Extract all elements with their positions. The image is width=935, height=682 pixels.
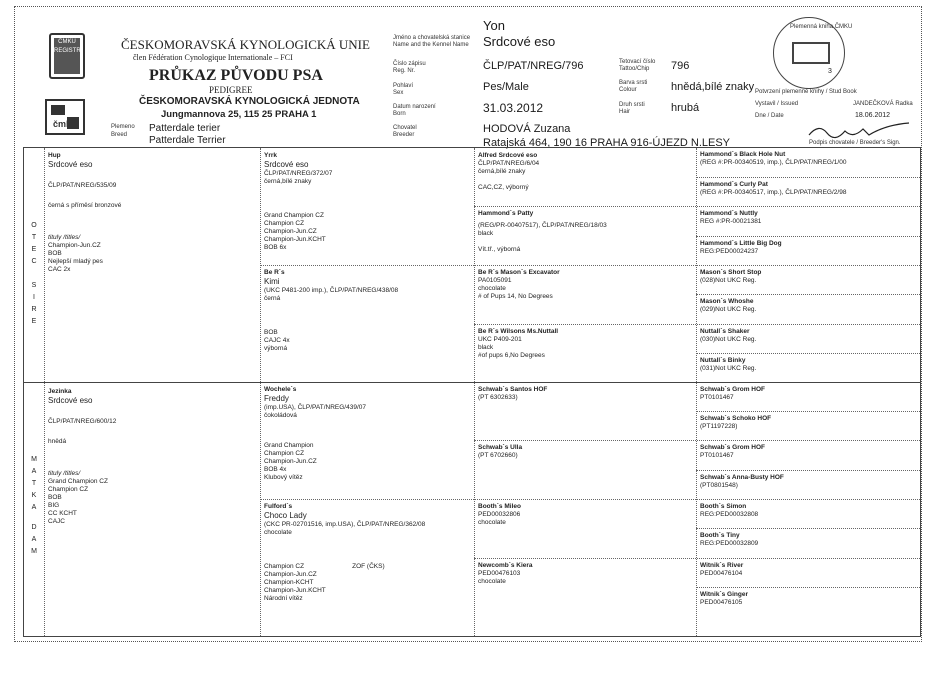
gen4-entry-9: Schwab´s Grom HOF PT0101467: [700, 386, 766, 401]
gen4-entry-6: Mason´s Whoshe (029)Not UKC Reg.: [700, 298, 757, 313]
hair-label: Druh srsti: [619, 102, 645, 108]
pedigree-table: [23, 147, 921, 637]
issued-value: JANDEČKOVÁ Radka: [853, 101, 913, 107]
sire-label: S I R E: [31, 282, 37, 325]
reg-label: Číslo zápisu: [393, 61, 426, 67]
gen3-entry-2: Hammond´s Patty (REG/PR-00407517), ČLP/PAT/NREG/18/03 black Vít.tř., výborná: [478, 210, 607, 253]
breeder-label-en: Breeder: [393, 132, 415, 138]
colour-value: hnědá,bílé znaky: [671, 81, 755, 93]
logo-cmku-text: čmk: [53, 119, 72, 129]
stamp-num: 3: [828, 68, 832, 75]
gen4-entry-10: Schwab´s Schoko HOF (PT1197228): [700, 415, 772, 430]
club-name: ČESKOMORAVSKÁ KYNOLOGICKÁ JEDNOTA: [139, 96, 360, 107]
breeder-name: HODOVÁ Zuzana: [483, 123, 571, 135]
gen4-entry-13: Booth´s Simon REG:PED00032808: [700, 503, 759, 518]
dam-entry: Jezinka Srdcové eso ČLP/PAT/NREG/600/12 hnědá tituly /titles/ Grand Champion CZ Champion CZ BOB BIG CC KCHT CAJC: [48, 388, 117, 525]
hair-value: hrubá: [671, 102, 700, 114]
colour-label: Barva srsti: [619, 80, 648, 86]
org-member: člen Fédération Cynologique Internationale – FCI: [133, 53, 293, 62]
issued-label: Vystavil / Issued: [755, 101, 799, 107]
cmku-registr-logo: [49, 33, 85, 79]
dog-kennel: Srdcové eso: [483, 34, 556, 49]
dam-label: D A M: [31, 524, 37, 555]
doc-title: PRŮKAZ PŮVODU PSA: [149, 67, 323, 84]
breeder-sign-label: Podpis chovatele / Breeder's Sign.: [809, 140, 901, 146]
gen3-entry-6: Schwab´s Ulla (PT 6702660): [478, 444, 523, 459]
gen3-entry-1: Alfred Srdcové eso ČLP/PAT/NREG/6/04 černá,bílé znaky CAC,CZ, výborný: [478, 152, 540, 191]
colour-label-en: Colour: [619, 87, 637, 93]
breed-en: Patterdale Terrier: [149, 135, 226, 146]
breed-label: Plemeno: [111, 124, 135, 130]
gen4-entry-16: Witnik´s Ginger PED00476105: [700, 591, 748, 606]
stamp-text: Plemenná kniha ČMKU: [790, 24, 853, 30]
logo-mid-text: REGISTR: [54, 48, 81, 54]
cmku-emblem-icon: [45, 99, 85, 135]
gen4-entry-3: Hammond´s Nuttly REG #:PR-00021381: [700, 210, 762, 225]
sex-label-en: Sex: [393, 90, 404, 96]
gen4-entry-2: Hammond´s Curly Pat (REG #:PR-00340517, imp.), ČLP/PAT/NREG/2/98: [700, 181, 847, 196]
doc-subtitle: PEDIGREE: [209, 85, 253, 95]
sire-sire-entry: Yrrk Srdcové eso ČLP/PAT/NREG/372/07 černá,bílé znaky Grand Champion CZ Champion CZ Champion-Jun.CZ Champion-Jun.KCHT BOB 6x: [264, 152, 333, 251]
dam-dam-entry: Fulford´s Choco Lady (CKC PR-02701516, imp.USA), ČLP/PAT/NREG/362/08 chocolate Champion CZ ZOF (ČKS) Champion-Jun.CZ Champion-KCHT Champion-Jun.KCHT Národní vítěz: [264, 503, 426, 602]
born-label-en: Born: [393, 111, 406, 117]
gen4-entry-8: Nuttall´s Binky (031)Not UKC Reg.: [700, 357, 757, 372]
gen4-entry-11: Schwab´s Grom HOF PT0101467: [700, 444, 766, 459]
dam-sire-entry: Wochele´s Freddy (imp.USA), ČLP/PAT/NREG/439/07 čokoládová Grand Champion Champion CZ Champion-Jun.CZ BOB 4x Klubový vítěz: [264, 386, 366, 481]
studbook-label: Potvrzení plemenné knihy / Stud Book: [755, 89, 857, 95]
matka-label: M A T K A: [31, 456, 37, 511]
breed-label-en: Breed: [111, 132, 128, 138]
born-value: 31.03.2012: [483, 101, 544, 115]
reg-label-en: Reg. Nr.: [393, 68, 416, 74]
org-name: ČESKOMORAVSKÁ KYNOLOGICKÁ UNIE: [121, 37, 370, 52]
otec-label: O T E C: [31, 222, 37, 265]
gen3-entry-5: Schwab´s Santos HOF (PT 6302633): [478, 386, 548, 401]
breeder-address: Ratajská 464, 190 16 PRAHA 916-ÚJEZD N.LESY: [483, 137, 731, 149]
breeder-label: Chovatel: [393, 125, 417, 131]
breed-cz: Patterdale terier: [149, 123, 221, 134]
pedigree-sheet: [14, 6, 922, 642]
sex-label: Pohlaví: [393, 83, 414, 89]
born-label: Datum narození: [393, 104, 436, 110]
tattoo-label-en: Tattoo/Chip: [619, 66, 650, 72]
club-address: Jungmannova 25, 115 25 PRAHA 1: [161, 109, 317, 120]
gen3-entry-4: Be R´s Wilsons Ms.Nuttall UKC P409-201 black #of pups 6,No Degrees: [478, 328, 559, 359]
date-value: 18.06.2012: [855, 112, 891, 119]
gen4-entry-12: Schwab´s Anna-Busty HOF (PT0801548): [700, 474, 784, 489]
gen4-entry-15: Witnik´s River PED00476104: [700, 562, 744, 577]
logo-top-text: ČMKU: [58, 39, 76, 45]
gen4-entry-4: Hammond´s Little Big Dog REG:PED00024237: [700, 240, 782, 255]
date-label: Dne / Date: [755, 113, 784, 119]
reg-value: ČLP/PAT/NREG/796: [483, 60, 584, 72]
sex-value: Pes/Male: [483, 81, 529, 93]
studbook-stamp-icon: [773, 17, 853, 89]
tattoo-value: 796: [671, 60, 690, 72]
gen4-entry-14: Booth´s Tiny REG:PED00032809: [700, 532, 759, 547]
tattoo-label: Tetovací číslo: [619, 59, 656, 65]
name-label-en: Name and the Kennel Name: [393, 42, 469, 48]
hair-label-en: Hair: [619, 109, 631, 115]
stamp-logo-icon: [792, 42, 830, 64]
gen4-entry-7: Nuttall´s Shaker (030)Not UKC Reg.: [700, 328, 757, 343]
name-label: Jméno a chovatelská stanice: [393, 35, 471, 41]
sire-entry: Hup Srdcové eso ČLP/PAT/NREG/535/09 černá s příměsí bronzové tituly /titles/ Champion-Jun.CZ BOB Nejlepší mladý pes CAC 2x: [48, 152, 122, 273]
sire-dam-entry: Be R´s Kimi (UKC P481-200 imp.), ČLP/PAT/NREG/438/08 černá BOB CAJC 4x výborná: [264, 269, 399, 352]
gen4-entry-5: Mason´s Short Stop (028)Not UKC Reg.: [700, 269, 762, 284]
gen3-entry-8: Newcomb´s Kiera PED00476103 chocolate: [478, 562, 533, 585]
dog-name: Yon: [483, 18, 505, 33]
gen3-entry-3: Be R´s Mason´s Excavator PA0105091 chocolate # of Pups 14, No Degrees: [478, 269, 560, 300]
gen3-entry-7: Booth´s Mileo PED00032806 chocolate: [478, 503, 521, 526]
gen4-entry-1: Hammond´s Black Hole Nut (REG #:PR-00340519, imp.), ČLP/PAT/NREG/1/00: [700, 151, 847, 166]
